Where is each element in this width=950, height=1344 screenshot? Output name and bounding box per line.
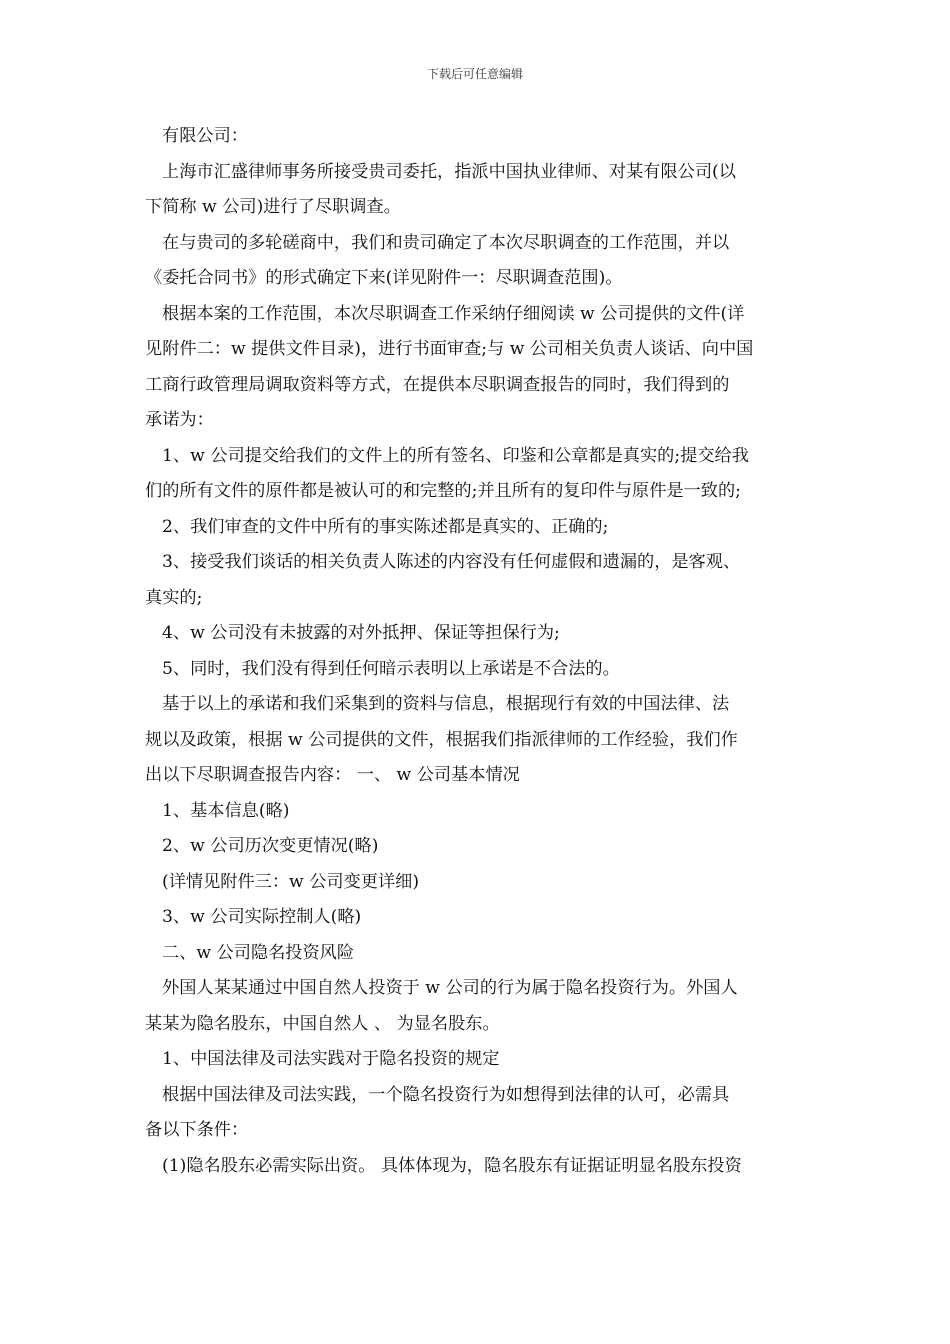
text-line: 根据本案的工作范围，本次尽职调查工作采纳仔细阅读 w 公司提供的文件(详 [162,303,745,324]
text-line: (1)隐名股东必需实际出资。 具体体现为，隐名股东有证据证明显名股东投资 [162,1155,742,1176]
text-line: 在与贵司的多轮磋商中，我们和贵司确定了本次尽职调查的工作范围，并以 [162,232,730,253]
text-line: 外国人某某通过中国自然人投资于 w 公司的行为属于隐名投资行为。外国人 [162,978,738,998]
text-line: 上海市汇盛律师事务所接受贵司委托，指派中国执业律师、对某有限公司(以 [162,161,736,182]
text-line: 4、w 公司没有未披露的对外抵押、保证等担保行为; [162,623,560,643]
text-line: 见附件二：w 提供文件目录)，进行书面审查;与 w 公司相关负责人谈话、向中国 [145,339,754,359]
text-line: 3、接受我们谈话的相关负责人陈述的内容没有任何虚假和遗漏的，是客观、 [162,552,741,572]
text-line: 2、w 公司历次变更情况(略) [162,836,379,856]
text-line: 备以下条件： [145,1120,249,1140]
text-line: 1、w 公司提交给我们的文件上的所有签名、印鉴和公章都是真实的;提交给我 [162,445,749,466]
text-line: 基于以上的承诺和我们采集到的资料与信息，根据现行有效的中国法律、法 [162,694,730,714]
text-line: 真实的; [145,587,203,608]
text-line: 某某为隐名股东，中国自然人 、 为显名股东。 [145,1013,500,1034]
text-line: 承诺为： [145,410,214,430]
page-header: 下载后可任意编辑 [426,67,523,81]
text-line: 规以及政策，根据 w 公司提供的文件，根据我们指派律师的工作经验，我们作 [145,729,738,750]
text-line: 工商行政管理局调取资料等方式，在提供本尽职调查报告的同时，我们得到的 [145,374,730,395]
text-line: 下简称 w 公司)进行了尽职调查。 [145,197,401,217]
text-line: 《委托合同书》的形式确定下来(详见附件一：尽职调查范围)。 [145,268,623,288]
document-body [145,119,809,1184]
text-line: 二、w 公司隐名投资风险 [162,942,355,963]
text-line: 2、我们审查的文件中所有的事实陈述都是真实的、正确的; [162,516,609,537]
text-line: 出以下尽职调查报告内容： 一、 w 公司基本情况 [145,765,520,785]
text-line: 1、基本信息(略) [162,800,290,821]
text-line: 1、中国法律及司法实践对于隐名投资的规定 [162,1049,500,1069]
text-line: 根据中国法律及司法实践，一个隐名投资行为如想得到法律的认可，必需具 [162,1084,730,1105]
text-line: 们的所有文件的原件都是被认可的和完整的;并且所有的复印件与原件是一致的; [145,481,741,501]
text-line: 5、同时，我们没有得到任何暗示表明以上承诺是不合法的。 [162,658,620,679]
text-line: 有限公司： [162,126,248,146]
text-line: (详情见附件三：w 公司变更详细) [162,871,420,892]
text-line: 3、w 公司实际控制人(略) [162,907,362,927]
